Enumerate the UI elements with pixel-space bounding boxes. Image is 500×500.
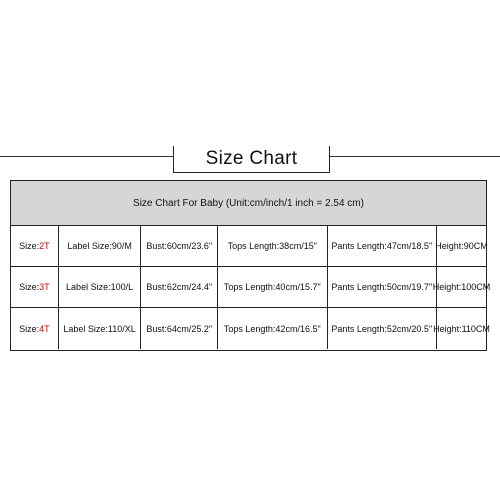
size-cell — [11, 308, 59, 349]
page-title: Size Chart — [205, 148, 298, 169]
title-box — [173, 146, 330, 173]
size-prefix: Size: — [19, 282, 40, 292]
size-chart-table — [10, 180, 491, 351]
label-size-cell: Label Size:110/XL — [59, 308, 142, 349]
size-prefix: Size: — [19, 323, 40, 334]
height-cell: Height:100CM — [432, 282, 491, 292]
bust-cell: Bust:62cm/24.4" — [141, 267, 218, 307]
label-size-cell: Label Size:90/M — [59, 226, 142, 266]
tops-length-cell: Tops Length:38cm/15" — [218, 226, 327, 266]
size-value: 3T — [39, 282, 50, 292]
size-value: 2T — [39, 241, 50, 251]
pants-length-cell: Pants Length:47cm/18.5" — [328, 226, 437, 266]
height-cell: Height:110CM — [433, 323, 490, 334]
size-prefix: Size: — [19, 241, 40, 251]
label-size-cell: Label Size:100/L — [59, 267, 142, 307]
tops-length-cell: Tops Length:42cm/16.5" — [218, 308, 327, 349]
pants-length-cell: Pants Length:52cm/20.5" — [328, 308, 437, 349]
size-cell — [11, 267, 59, 307]
table-row — [11, 267, 491, 308]
bust-cell: Bust:64cm/25.2" — [141, 308, 218, 349]
tops-length-cell: Tops Length:40cm/15.7" — [218, 267, 327, 307]
table-header-text: Size Chart For Baby (Unit:cm/inch/1 inch = 2.54 cm) — [133, 197, 364, 209]
table-row — [11, 226, 486, 267]
table-header — [11, 181, 486, 226]
pants-length-cell: Pants Length:50cm/19.7" — [328, 267, 437, 307]
size-cell — [11, 226, 59, 266]
bust-cell: Bust:60cm/23.6" — [141, 226, 218, 266]
title-banner — [0, 146, 500, 176]
table-row — [11, 308, 490, 349]
height-cell: Height:90CM — [435, 241, 488, 251]
size-value: 4T — [39, 323, 50, 334]
